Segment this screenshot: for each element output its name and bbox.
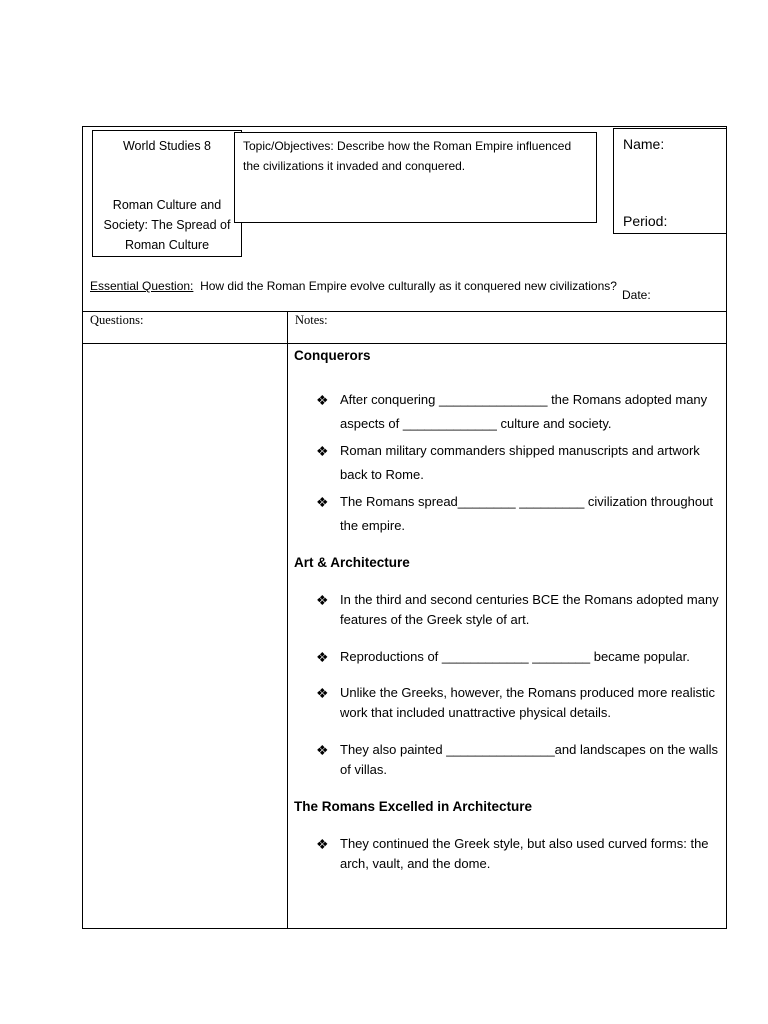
bullet-text: They continued the Greek style, but also used curved forms: the arch, vault, and the dome. [340, 836, 709, 871]
table-top-rule [82, 311, 727, 312]
column-divider [287, 311, 288, 929]
essential-question-text: How did the Roman Empire evolve culturally as it conquered new civilizations? [200, 279, 617, 293]
essential-question [90, 279, 617, 293]
name-label: Name: [623, 136, 665, 152]
topic-objectives-text: Topic/Objectives: Describe how the Roman Empire influenced the civilizations it invaded and conquered. [243, 139, 572, 173]
bullet-text: In the third and second centuries BCE the Romans adopted many features of the Greek style of art. [340, 592, 719, 627]
bullet-text: The Romans spread________ _________ civilization throughout the empire. [340, 494, 713, 533]
diamond-bullet-icon: ❖ [316, 494, 329, 510]
course-name: World Studies 8 [122, 139, 211, 153]
diamond-bullet-icon: ❖ [316, 392, 329, 408]
name-period-box [613, 128, 727, 234]
bullet-text: They also painted _______________and landscapes on the walls of villas. [340, 742, 719, 777]
topic-objectives-box [234, 132, 597, 223]
period-label: Period: [623, 213, 668, 229]
diamond-bullet-icon: ❖ [316, 649, 329, 665]
course-title-box [92, 130, 242, 257]
diamond-bullet-icon: ❖ [316, 742, 329, 758]
table-header-rule [82, 343, 727, 344]
diamond-bullet-icon: ❖ [316, 443, 329, 459]
questions-column-header: Questions: [90, 313, 144, 327]
diamond-bullet-icon: ❖ [316, 836, 329, 852]
lesson-title: Roman Culture and Society: The Spread of Roman Culture [103, 198, 231, 252]
bullet-text: Unlike the Greeks, however, the Romans produced more realistic work that included unattractive physical details. [340, 685, 716, 720]
section-title-art-architecture: Art & Architecture [294, 555, 410, 570]
section-title-romans-excelled: The Romans Excelled in Architecture [294, 799, 533, 814]
bullet-text: After conquering _______________ the Romans adopted many aspects of _____________ culture and society. [340, 392, 708, 431]
notes-column-header: Notes: [295, 313, 328, 327]
diamond-bullet-icon: ❖ [316, 592, 329, 608]
essential-question-label: Essential Question: [90, 279, 194, 293]
bullet-text: Roman military commanders shipped manuscripts and artwork back to Rome. [340, 443, 700, 482]
diamond-bullet-icon: ❖ [316, 685, 329, 701]
date-label: Date: [622, 288, 651, 302]
bullet-text: Reproductions of ____________ ________ became popular. [340, 649, 690, 664]
section-title-conquerors: Conquerors [294, 348, 371, 363]
